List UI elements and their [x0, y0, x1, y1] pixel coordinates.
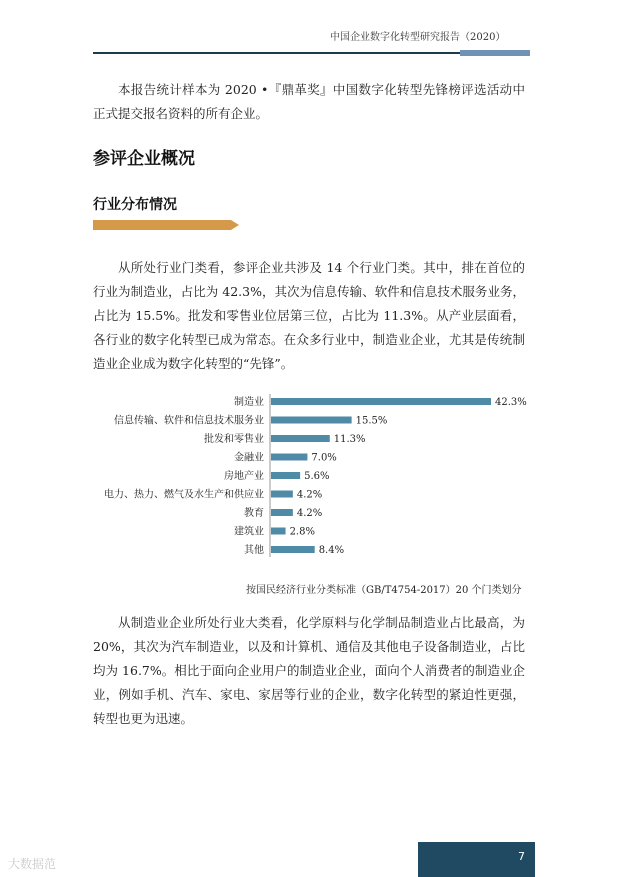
chart-value-label: 11.3%: [333, 434, 366, 445]
subsection-title: 行业分布情况: [93, 197, 177, 213]
chart-bar: [271, 472, 300, 479]
header-rule: [93, 52, 460, 54]
chart-category-label: 建筑业: [234, 526, 264, 538]
watermark: 大数据范: [8, 857, 57, 871]
paragraph-industry-distribution: 从所处行业门类看，参评企业共涉及 14 个行业门类。其中，排在首位的行业为制造业，占比为 42.3%，其次为信息传输、软件和信息技术服务业务，占比为 15.5%。批发和零售业位居第三位，占比为 11.3%。从产业层面看，各行业的数字化转型已成为常态。在众多行业中，制造业企业，尤其是传统制造业企业成为数字化转型的“先锋”。: [93, 260, 525, 371]
footer-page-box: [418, 842, 535, 877]
chart-value-label: 5.6%: [304, 471, 330, 482]
chart-bar: [271, 454, 307, 461]
intro-paragraph: 本报告统计样本为 2020 •『鼎革奖』中国数字化转型先锋榜评选活动中正式提交报名资料的所有企业。: [93, 82, 525, 121]
chart-category-label: 其他: [244, 545, 264, 556]
section-title: 参评企业概况: [93, 149, 195, 169]
page-number: 7: [518, 850, 525, 863]
chart-value-label: 15.5%: [355, 415, 388, 427]
chart-bar: [271, 398, 491, 405]
chart-value-label: 4.2%: [296, 489, 323, 501]
chart-bar: [271, 509, 293, 516]
subsection-underline-bar: [93, 220, 239, 230]
chart-category-label: 批发和零售业: [204, 434, 264, 445]
chart-value-label: 8.4%: [318, 545, 345, 556]
report-header-title: 中国企业数字化转型研究报告（2020）: [330, 32, 506, 43]
chart-source-note: 按国民经济行业分类标准（GB/T4754-2017）20 个门类划分: [246, 585, 522, 596]
chart-category-label: 房地产业: [224, 471, 264, 482]
chart-bar: [271, 528, 286, 535]
chart-bar: [271, 417, 352, 424]
chart-category-label: 制造业: [234, 397, 264, 408]
chart-bar: [271, 546, 315, 553]
chart-category-label: 信息传输、软件和信息技术服务业: [114, 415, 264, 427]
chart-category-label: 电力、热力、燃气及水生产和供应业: [104, 489, 264, 501]
paragraph-manufacturing: 从制造业企业所处行业大类看，化学原料与化学制品制造业占比最高，为 20%，其次为汽车制造业，以及和计算机、通信及其他电子设备制造业，占比均为 16.7%。相比于面向企业用户的制造业企业，面向个人消费者的制造业企业，例如手机、汽车、家电、家居等行业的企业，数字化转型的紧迫性更强，转型也更为迅速。: [93, 615, 525, 726]
header-accent-bar: [460, 50, 530, 56]
industry-bar-chart: [0, 390, 620, 565]
chart-bar: [271, 435, 330, 442]
chart-value-label: 7.0%: [311, 452, 337, 464]
chart-value-label: 4.2%: [296, 508, 323, 519]
chart-bar: [271, 491, 293, 498]
chart-value-label: 2.8%: [289, 526, 315, 538]
chart-category-label: 金融业: [234, 452, 264, 464]
chart-value-label: 42.3%: [495, 397, 527, 408]
chart-category-label: 教育: [244, 508, 264, 519]
